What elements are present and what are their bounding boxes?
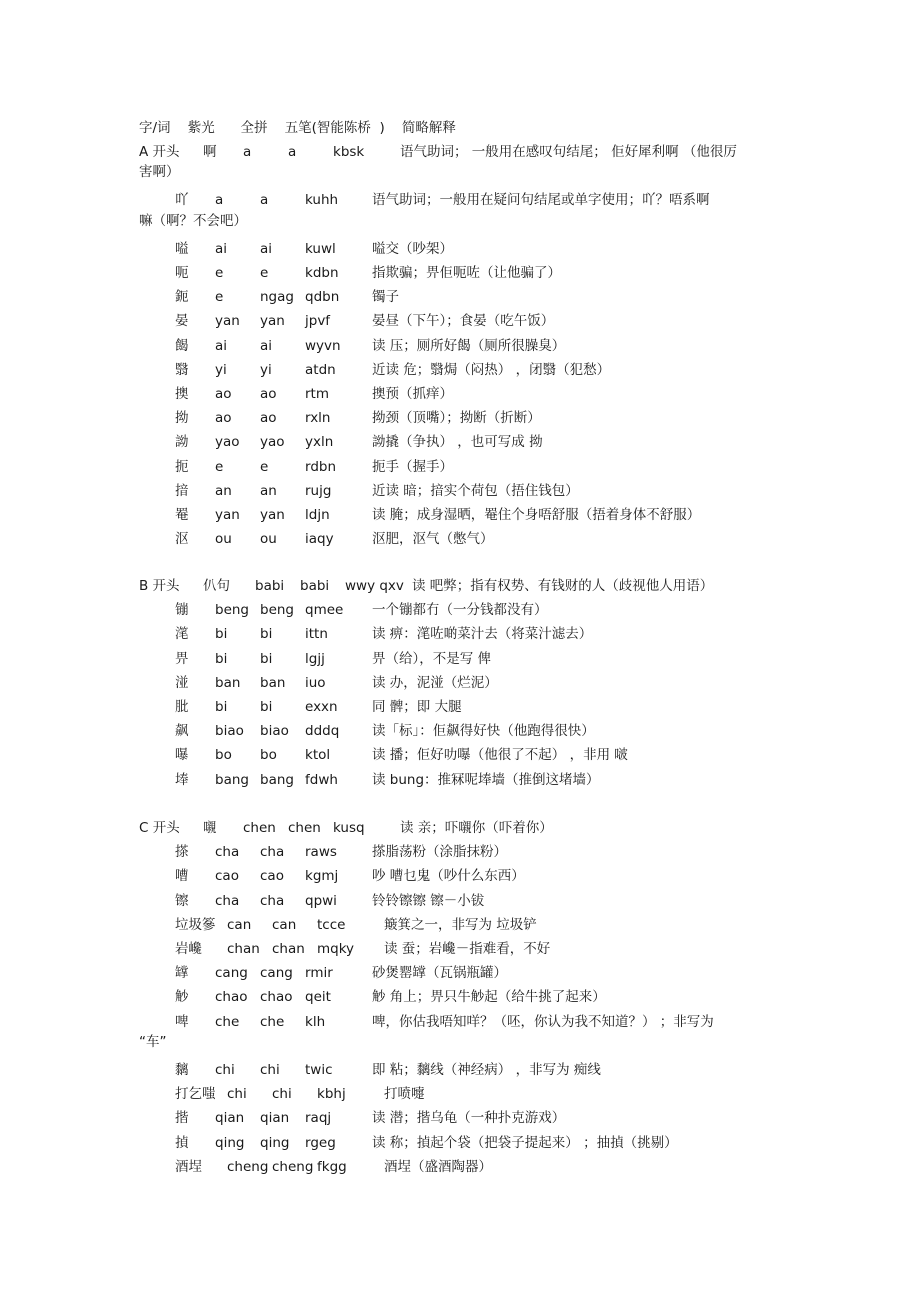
entry-wubi: rxln (305, 410, 331, 427)
entry-explanation: 簸箕之一，非写为 垃圾铲 (384, 916, 537, 933)
entry-quanpin: biao (260, 723, 289, 740)
entry-ziguang: ou (215, 531, 232, 548)
entry-row (0, 648, 920, 670)
entry-quanpin: bo (260, 747, 277, 764)
entry-row (0, 1156, 920, 1178)
entry-character: 扼 (175, 458, 189, 475)
entry-ziguang: a (243, 144, 252, 160)
entry-character: 詏 (175, 434, 189, 451)
entry-character: 镚 (175, 602, 189, 619)
entry-row (0, 841, 920, 863)
entry-row (0, 575, 920, 597)
entry-explanation: 觘 角上；畀只牛觘起（给牛挑了起来） (372, 989, 606, 1006)
entry-wubi: mqky (317, 941, 355, 957)
entry-ziguang: ao (215, 386, 232, 402)
entry-ziguang: cha (215, 892, 240, 909)
entry-row (0, 1059, 920, 1081)
entry-ziguang: cao (215, 868, 239, 885)
entry-quanpin: bi (260, 699, 273, 715)
entry-explanation: 扼手（握手） (372, 458, 453, 475)
entry-explanation: 语气助词； 一般用在感叹句结尾； 佢好犀利啊 （他很厉 (400, 144, 737, 160)
entry-wubi: rmir (305, 965, 333, 982)
entry-wubi: kusq (333, 820, 365, 836)
entry-row (0, 528, 920, 550)
entry-explanation: 读 痹：滗咗啲菜汁去（将菜汁滤去） (372, 626, 593, 643)
entry-explanation: 读 腌；成身湿晒，罨住个身唔舒服（捂着身体不舒服） (372, 507, 701, 523)
entry-explanation: 詏撬（争执） ，也可写成 拗 (372, 434, 543, 451)
entry-character: 罨 (175, 507, 189, 523)
entry-ziguang: bo (215, 747, 232, 764)
entry-quanpin: an (260, 482, 277, 499)
entry-quanpin: chi (260, 1062, 280, 1078)
entry-row (0, 1107, 920, 1129)
entry-explanation: 读 压；厕所好餲（厕所很臊臭） (372, 337, 566, 354)
entry-ziguang: cheng (227, 1158, 269, 1175)
entry-wubi: kuwl (305, 240, 336, 257)
entry-character: 觘 (175, 989, 189, 1006)
entry-row (0, 480, 920, 502)
entry-row (0, 696, 920, 718)
entry-character: 搽 (175, 844, 189, 861)
entry-quanpin: beng (260, 602, 295, 619)
entry-ziguang: yan (215, 313, 240, 330)
entry-quanpin: can (272, 916, 297, 933)
entry-quanpin: qian (260, 1110, 290, 1127)
entry-explanation: 镯子 (372, 289, 399, 306)
entry-ziguang: yao (215, 434, 240, 451)
entry-character: 嚗 (175, 747, 189, 764)
entry-row (0, 914, 920, 936)
entry-quanpin: ban (260, 674, 286, 691)
entry-wubi: kbhj (317, 1086, 346, 1103)
entry-ziguang: ao (215, 410, 232, 427)
entry-quanpin: babi (300, 578, 330, 594)
entry-character: 嗌 (175, 240, 189, 257)
entry-quanpin: chan (272, 941, 305, 957)
entry-quanpin: chao (260, 989, 293, 1006)
entry-row (0, 456, 920, 478)
entry-ziguang: e (215, 289, 224, 306)
entry-character: 沤 (175, 531, 189, 548)
entry-quanpin: yi (260, 361, 272, 378)
entry-explanation: 读 办，泥湴（烂泥） (372, 674, 498, 691)
entry-quanpin: yan (260, 507, 285, 523)
entry-explanation: 拗颈（顶嘴）；拗断（折断） (372, 410, 541, 427)
entry-wubi: rdbn (305, 458, 337, 475)
entry-ziguang: chao (215, 989, 248, 1006)
entry-ziguang: babi (255, 578, 285, 594)
entry-ziguang: yi (215, 361, 227, 378)
entry-row (0, 938, 920, 960)
entry-row (0, 890, 920, 912)
entry-ziguang: yan (215, 507, 240, 523)
entry-wubi: iuo (305, 674, 326, 691)
entry-explanation: 铃铃镲镲 镲－小钹 (372, 892, 485, 909)
entry-explanation: 酒埕（盛酒陶器） (384, 1158, 492, 1175)
entry-row (0, 962, 920, 984)
entry-ziguang: can (227, 916, 252, 933)
entry-ziguang: ban (215, 674, 241, 691)
entry-wubi: rtm (305, 386, 329, 402)
entry-character: 呃 (175, 265, 189, 281)
entry-character: 拗 (175, 410, 189, 427)
section-label: C 开头 (139, 820, 180, 836)
entry-wubi: atdn (305, 361, 336, 378)
entry-row (0, 141, 920, 163)
entry-wubi: kbsk (333, 144, 365, 160)
entry-row (0, 286, 920, 308)
entry-explanation: 嗌交（吵架） (372, 240, 453, 257)
entry-explanation: 近读 危；翳焗（闷热） ，闭翳（犯愁） (372, 361, 611, 378)
entry-ziguang: qing (215, 1134, 245, 1151)
entry-row (0, 986, 920, 1008)
entry-character: 吖 (175, 192, 189, 209)
entry-wubi: raqj (305, 1110, 332, 1127)
entry-character: 埲 (175, 771, 189, 788)
entry-row (0, 310, 920, 332)
table-header: 字/词 紫光 全拼 五笔(智能陈桥 ) 简略解释 (139, 120, 456, 136)
entry-character: 啊 (203, 144, 217, 160)
entry-quanpin: chen (288, 820, 321, 836)
entry-explanation: 读 吧弊；指有权势、有钱财的人（歧视他人用语） (412, 578, 714, 594)
entry-wubi: ittn (305, 626, 328, 643)
entry-quanpin: ou (260, 531, 277, 548)
entry-row (0, 238, 920, 260)
entry-character: 镲 (175, 892, 189, 909)
entry-explanation: 读 亲；吓嚫你（吓着你） (400, 820, 553, 836)
entry-character: 畀 (175, 650, 189, 667)
entry-character: 仈句 (203, 578, 230, 594)
entry-row (0, 769, 920, 791)
entry-wubi: tcce (317, 916, 346, 933)
entry-explanation: 即 粘；黐线（神经病） ，非写为 痴线 (372, 1062, 601, 1078)
entry-character: 滗 (175, 626, 189, 643)
entry-ziguang: a (215, 192, 224, 209)
entry-quanpin: bi (260, 650, 273, 667)
entry-quanpin: che (260, 1013, 285, 1030)
entry-explanation: 读 播；佢好叻嚗（他很了不起） ，非用 啵 (372, 747, 628, 764)
entry-character: 揩 (175, 1110, 189, 1127)
entry-ziguang: biao (215, 723, 244, 740)
entry-character: 揞 (175, 482, 189, 499)
entry-row (0, 359, 920, 381)
entry-explanation: 读 潜；揩乌龟（一种扑克游戏） (372, 1110, 566, 1127)
entry-quanpin: bi (260, 626, 273, 643)
entry-row (0, 720, 920, 742)
entry-wubi: wwy qxv (345, 578, 404, 594)
entry-row (0, 817, 920, 839)
entry-wubi: ktol (305, 747, 331, 764)
entry-wubi: rgeg (305, 1134, 336, 1151)
entry-wubi: fkgg (317, 1158, 347, 1175)
entry-ziguang: che (215, 1013, 240, 1030)
entry-ziguang: bang (215, 771, 249, 788)
entry-row (0, 599, 920, 621)
entry-explanation: 砂煲罂罉（瓦锅瓶罐） (372, 965, 507, 982)
entry-explanation: 一个镚都冇（一分钱都没有） (372, 602, 548, 619)
entry-ziguang: cha (215, 844, 240, 861)
entry-wubi: dddq (305, 723, 340, 740)
entry-explanation: 同 髀；即 大腿 (372, 699, 462, 715)
entry-quanpin: cheng (272, 1158, 314, 1175)
section-label: B 开头 (139, 578, 180, 594)
entry-quanpin: cha (260, 892, 285, 909)
entry-wubi: iaqy (305, 531, 334, 548)
entry-quanpin: qing (260, 1134, 290, 1151)
entry-explanation: 指欺骗；畀佢呃咗（让他骗了） (372, 265, 561, 281)
entry-wubi: rujg (305, 482, 332, 499)
entry-wubi: wyvn (305, 337, 341, 354)
entry-wubi: fdwh (305, 771, 338, 788)
entry-character: 黐 (175, 1062, 189, 1078)
entry-row (0, 672, 920, 694)
entry-character: 嘈 (175, 868, 189, 885)
entry-explanation: 畀（给），不是写 俾 (372, 650, 492, 667)
entry-explanation: 读 蚕；岩巉－指难看，不好 (384, 941, 551, 957)
entry-explanation: 晏昼（下午）；食晏（吃午饭） (372, 313, 555, 330)
entry-ziguang: chi (215, 1062, 235, 1078)
entry-ziguang: qian (215, 1110, 245, 1127)
entry-quanpin: bang (260, 771, 294, 788)
entry-character: 肶 (175, 699, 189, 715)
entry-quanpin: ai (260, 337, 273, 354)
entry-wubi: kdbn (305, 265, 339, 281)
entry-row (0, 865, 920, 887)
entry-wubi: twic (305, 1062, 333, 1078)
entry-wubi: qdbn (305, 289, 340, 306)
entry-character: 餲 (175, 337, 189, 354)
entry-row (0, 623, 920, 645)
entry-explanation: 沤肥，沤气（憋气） (372, 531, 494, 548)
entry-explanation: 擙预（抓痒） (372, 386, 453, 402)
entry-wubi: yxln (305, 434, 334, 451)
entry-ziguang: bi (215, 699, 228, 715)
entry-character: 垃圾篸 (175, 916, 216, 933)
entry-quanpin: chi (272, 1086, 292, 1103)
entry-wubi: qeit (305, 989, 331, 1006)
entry-explanation: 读 称；揁起个袋（把袋子提起来） ；抽揁（挑剔） (372, 1134, 678, 1151)
entry-quanpin: a (260, 192, 269, 209)
entry-row (0, 504, 920, 526)
entry-character: 湴 (175, 674, 189, 691)
entry-quanpin: a (288, 144, 297, 160)
entry-character: 晏 (175, 313, 189, 330)
entry-character: 罉 (175, 965, 189, 982)
entry-wubi: qmee (305, 602, 344, 619)
entry-character: 翳 (175, 361, 189, 378)
entry-row (0, 407, 920, 429)
entry-explanation: 打喷嚏 (384, 1086, 425, 1103)
entry-character: 打乞嗤 (175, 1086, 216, 1103)
entry-explanation: 啤，你估我唔知咩？（呸，你认为我不知道？） ；非写为 (372, 1013, 714, 1030)
entry-character: 擙 (175, 386, 189, 402)
entry-wubi: kgmj (305, 868, 339, 885)
entry-quanpin: yan (260, 313, 285, 330)
entry-explanation: 语气助词；一般用在疑问句结尾或单字使用；吖？唔系啊 (372, 192, 710, 209)
entry-quanpin: cao (260, 868, 284, 885)
entry-quanpin: yao (260, 434, 285, 451)
entry-row (0, 383, 920, 405)
entry-wubi: qpwi (305, 892, 337, 909)
entry-row (0, 1011, 920, 1033)
entry-ziguang: chan (227, 941, 260, 957)
entry-row (0, 431, 920, 453)
entry-character: 鈪 (175, 289, 189, 306)
entry-ziguang: chen (243, 820, 276, 836)
entry-wubi: exxn (305, 699, 338, 715)
entry-explanation: 吵 嘈乜鬼（吵什么东西） (372, 868, 525, 885)
entry-quanpin: ao (260, 410, 277, 427)
entry-ziguang: bi (215, 626, 228, 643)
entry-explanation-continued: 害啊） (139, 164, 180, 181)
entry-ziguang: chi (227, 1086, 247, 1103)
entry-character: 嚫 (203, 820, 217, 836)
entry-row (0, 744, 920, 766)
entry-wubi: jpvf (305, 313, 331, 330)
entry-row (0, 189, 920, 211)
entry-quanpin: e (260, 265, 269, 281)
entry-ziguang: e (215, 458, 224, 475)
entry-row (0, 335, 920, 357)
entry-ziguang: beng (215, 602, 250, 619)
entry-character: 岩巉 (175, 941, 202, 957)
entry-row (0, 262, 920, 284)
section-label: A 开头 (139, 144, 180, 160)
entry-explanation: 读「标」：佢飙得好快（他跑得很快） (372, 723, 595, 740)
entry-explanation: 读 bung：推冧呢埲墙（推倒这堵墙） (372, 771, 600, 788)
entry-quanpin: ai (260, 240, 273, 257)
entry-character: 酒埕 (175, 1158, 202, 1175)
entry-wubi: klh (305, 1013, 326, 1030)
entry-explanation: 近读 暗；揞实个荷包（捂住钱包） (372, 482, 579, 499)
entry-row (0, 1132, 920, 1154)
entry-character: 揁 (175, 1134, 189, 1151)
entry-quanpin: cha (260, 844, 285, 861)
entry-explanation-continued: 嘛（啊？不会吧） (139, 212, 247, 229)
entry-row (0, 1083, 920, 1105)
entry-ziguang: ai (215, 240, 228, 257)
entry-explanation: 搽脂荡粉（涂脂抹粉） (372, 844, 507, 861)
entry-quanpin: ngag (260, 289, 294, 306)
entry-quanpin: cang (260, 965, 293, 982)
entry-ziguang: bi (215, 650, 228, 667)
entry-ziguang: cang (215, 965, 248, 982)
entry-wubi: kuhh (305, 192, 339, 209)
entry-ziguang: e (215, 265, 224, 281)
entry-character: 飙 (175, 723, 189, 740)
entry-ziguang: ai (215, 337, 228, 354)
entry-quanpin: ao (260, 386, 277, 402)
entry-character: 啤 (175, 1013, 189, 1030)
entry-wubi: ldjn (305, 507, 330, 523)
entry-wubi: raws (305, 844, 337, 861)
entry-ziguang: an (215, 482, 232, 499)
entry-explanation-continued: “车” (139, 1033, 167, 1050)
entry-wubi: lgjj (305, 650, 325, 667)
entry-quanpin: e (260, 458, 269, 475)
